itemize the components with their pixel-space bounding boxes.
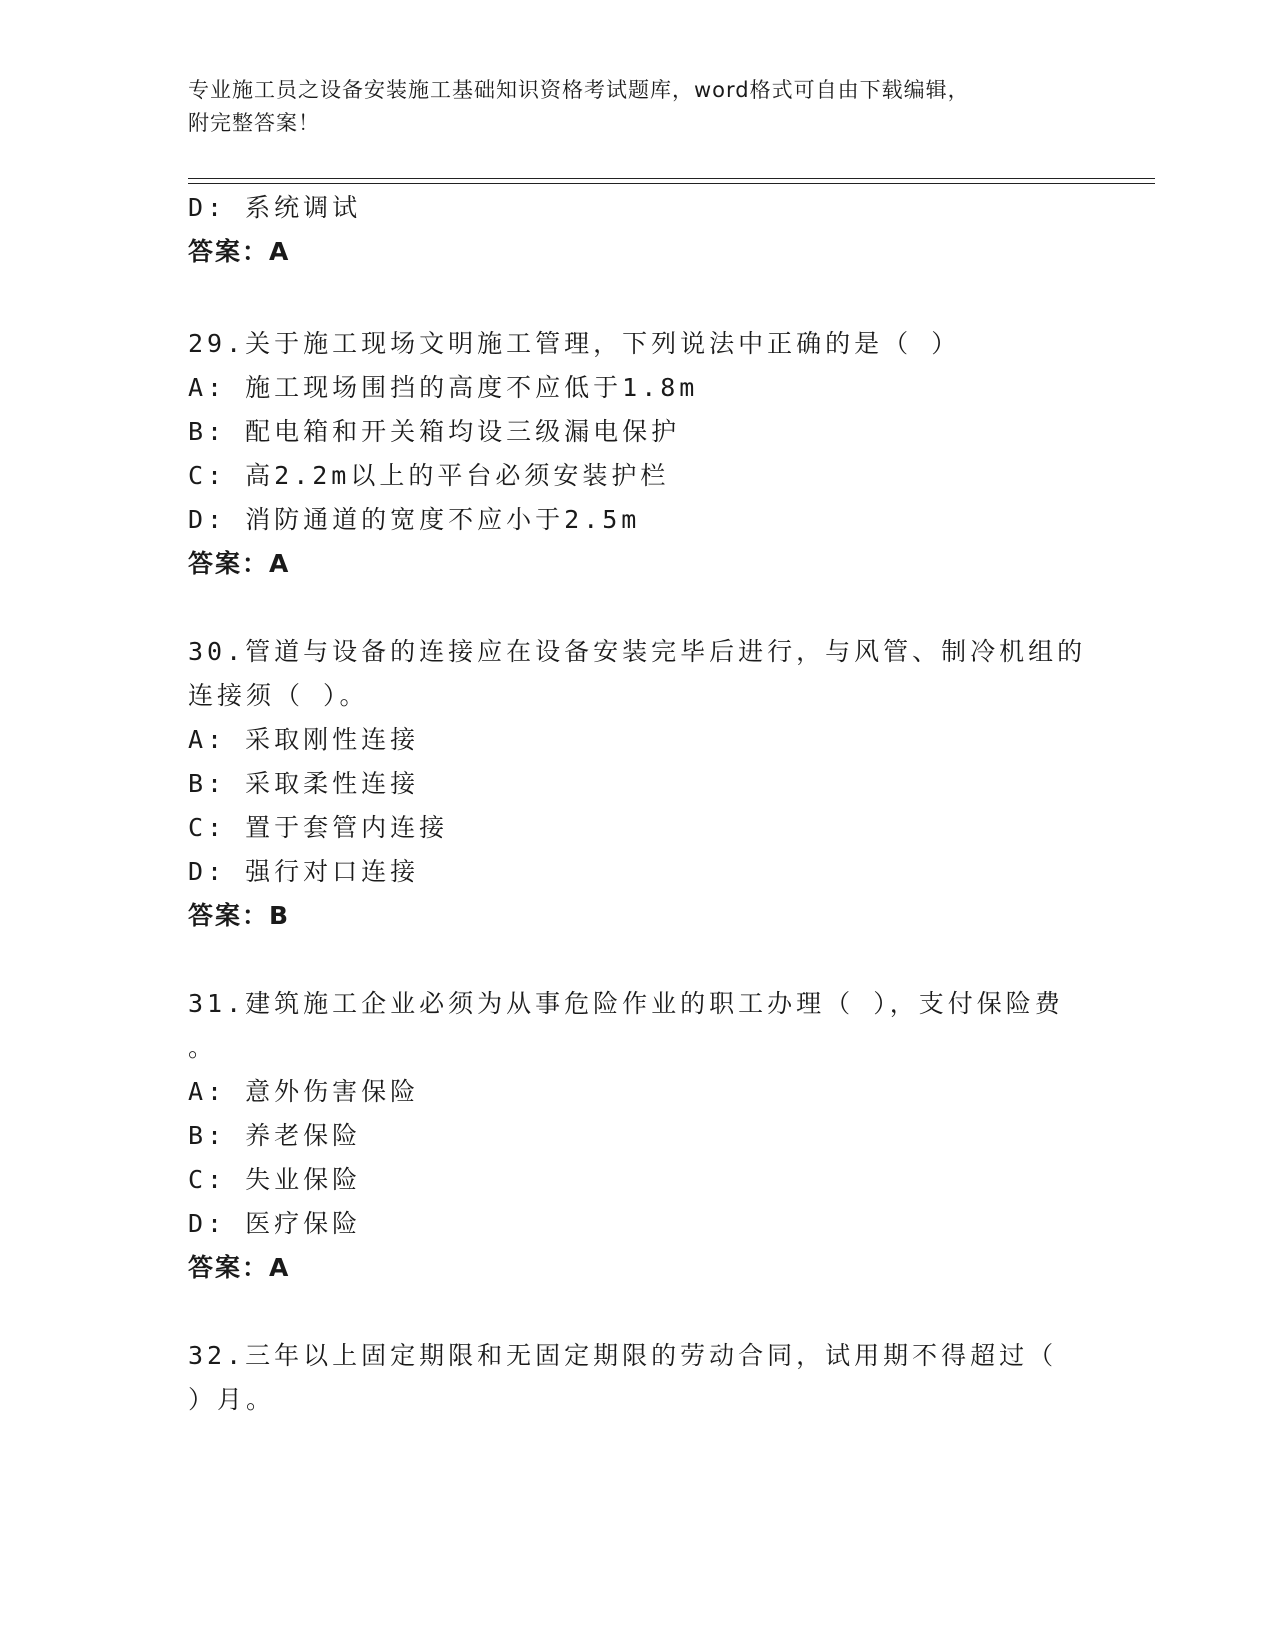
- option-b: B: 采取柔性连接: [188, 769, 420, 798]
- option-d: D: 消防通道的宽度不应小于2.5m: [188, 505, 641, 534]
- question-32-cont: ）月。: [188, 1385, 276, 1414]
- header-divider-bottom: [188, 183, 1155, 184]
- option-d: D: 医疗保险: [188, 1209, 362, 1238]
- question-32: 32.三年以上固定期限和无固定期限的劳动合同，试用期不得超过（: [188, 1341, 1058, 1370]
- question-31-cont: 。: [188, 1033, 218, 1062]
- header-divider-top: [188, 178, 1155, 179]
- option-c: C: 置于套管内连接: [188, 813, 449, 842]
- question-31: 31.建筑施工企业必须为从事危险作业的职工办理（ ），支付保险费: [188, 989, 1064, 1018]
- question-29: 29.关于施工现场文明施工管理，下列说法中正确的是（ ）: [188, 329, 961, 358]
- page-header: [188, 74, 1068, 140]
- option-d: D: 强行对口连接: [188, 857, 420, 886]
- question-30: 30.管道与设备的连接应在设备安装完毕后进行，与风管、制冷机组的: [188, 637, 1087, 666]
- option-b: B: 养老保险: [188, 1121, 362, 1150]
- option-c: C: 失业保险: [188, 1165, 362, 1194]
- answer-line: 答案：A: [188, 1253, 291, 1282]
- option-d: D: 系统调试: [188, 193, 362, 222]
- question-30-cont: 连接须（ ）。: [188, 681, 369, 710]
- answer-line: 答案：B: [188, 901, 291, 930]
- option-a: A: 采取刚性连接: [188, 725, 420, 754]
- answer-line: 答案：A: [188, 237, 291, 266]
- option-c: C: 高2.2m以上的平台必须安装护栏: [188, 461, 670, 490]
- answer-line: 答案：A: [188, 549, 291, 578]
- option-a: A: 施工现场围挡的高度不应低于1.8m: [188, 373, 699, 402]
- option-a: A: 意外伤害保险: [188, 1077, 420, 1106]
- option-b: B: 配电箱和开关箱均设三级漏电保护: [188, 417, 681, 446]
- header-line-2: 附完整答案！: [188, 111, 320, 135]
- header-line-1: 专业施工员之设备安装施工基础知识资格考试题库，word格式可自由下载编辑，: [188, 78, 970, 102]
